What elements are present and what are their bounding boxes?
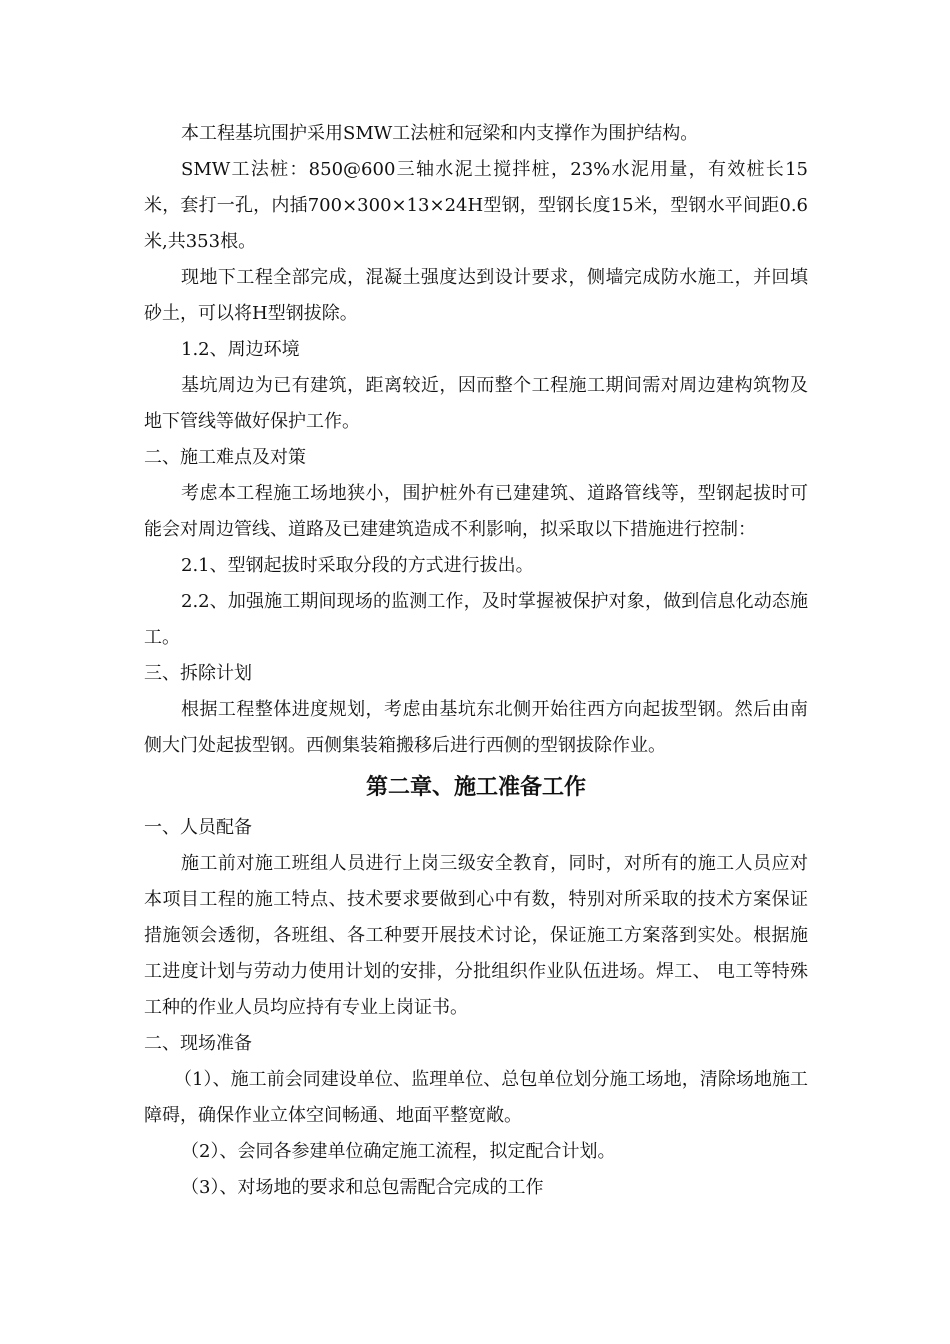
paragraph-removal-plan: 根据工程整体进度规划，考虑由基坑东北侧开始往西方向起拔型钢。然后由南侧大门处起拔型钢。西侧集装箱搬移后进行西侧的型钢拔除作业。 xyxy=(144,699,808,756)
site-item-2: （2）、会同各参建单位确定施工流程，拟定配合计划。 xyxy=(181,1141,616,1162)
paragraph-removal-condition: 现地下工程全部完成，混凝土强度达到设计要求，侧墙完成防水施工，并回填砂土，可以将H型钢拔除。 xyxy=(144,267,808,324)
site-item-1: （1）、施工前会同建设单位、监理单位、总包单位划分施工场地，清除场地施工障碍，确保作业立体空间畅通、地面平整宽敞。 xyxy=(144,1069,808,1126)
site-item-3: （3）、对场地的要求和总包需配合完成的工作 xyxy=(181,1177,544,1198)
paragraph-surroundings: 基坑周边为已有建筑，距离较近，因而整个工程施工期间需对周边建构筑物及地下管线等做好保护工作。 xyxy=(144,375,808,432)
subsection-surroundings: 1.2、周边环境 xyxy=(181,339,300,360)
section-personnel: 一、人员配备 xyxy=(144,817,252,838)
measure-2-2: 2.2、加强施工期间现场的监测工作，及时掌握被保护对象，做到信息化动态施工。 xyxy=(144,591,808,648)
paragraph-smw-pile: SMW工法桩：850@600三轴水泥土搅拌桩，23%水泥用量，有效桩长15米，套打一孔，内插700×300×13×24H型钢，型钢长度15米，型钢水平间距0.6米,共353根。 xyxy=(144,159,808,252)
section-difficulties: 二、施工难点及对策 xyxy=(144,447,306,468)
paragraph-retaining-structure: 本工程基坑围护采用SMW工法桩和冠梁和内支撑作为围护结构。 xyxy=(181,123,699,144)
section-site-preparation: 二、现场准备 xyxy=(144,1033,252,1054)
chapter-heading: 第二章、施工准备工作 xyxy=(365,775,586,800)
paragraph-personnel: 施工前对施工班组人员进行上岗三级安全教育，同时，对所有的施工人员应对本项目工程的施工特点、技术要求要做到心中有数，特别对所采取的技术方案保证措施领会透彻，各班组、各工种要开展技术讨论，保证施工方案落到实处。根据施工进度计划与劳动力使用计划的安排，分批组织作业队伍进场。焊工、 电工等特殊工种的作业人员均应持有专业上岗证书。 xyxy=(144,853,808,1018)
document-body xyxy=(144,116,808,1206)
measure-2-1: 2.1、型钢起拔时采取分段的方式进行拔出。 xyxy=(181,555,534,576)
paragraph-difficulties: 考虑本工程施工场地狭小，围护桩外有已建建筑、道路管线等，型钢起拔时可能会对周边管线、道路及已建建筑造成不利影响，拟采取以下措施进行控制： xyxy=(144,483,808,540)
section-removal-plan: 三、拆除计划 xyxy=(144,663,252,684)
